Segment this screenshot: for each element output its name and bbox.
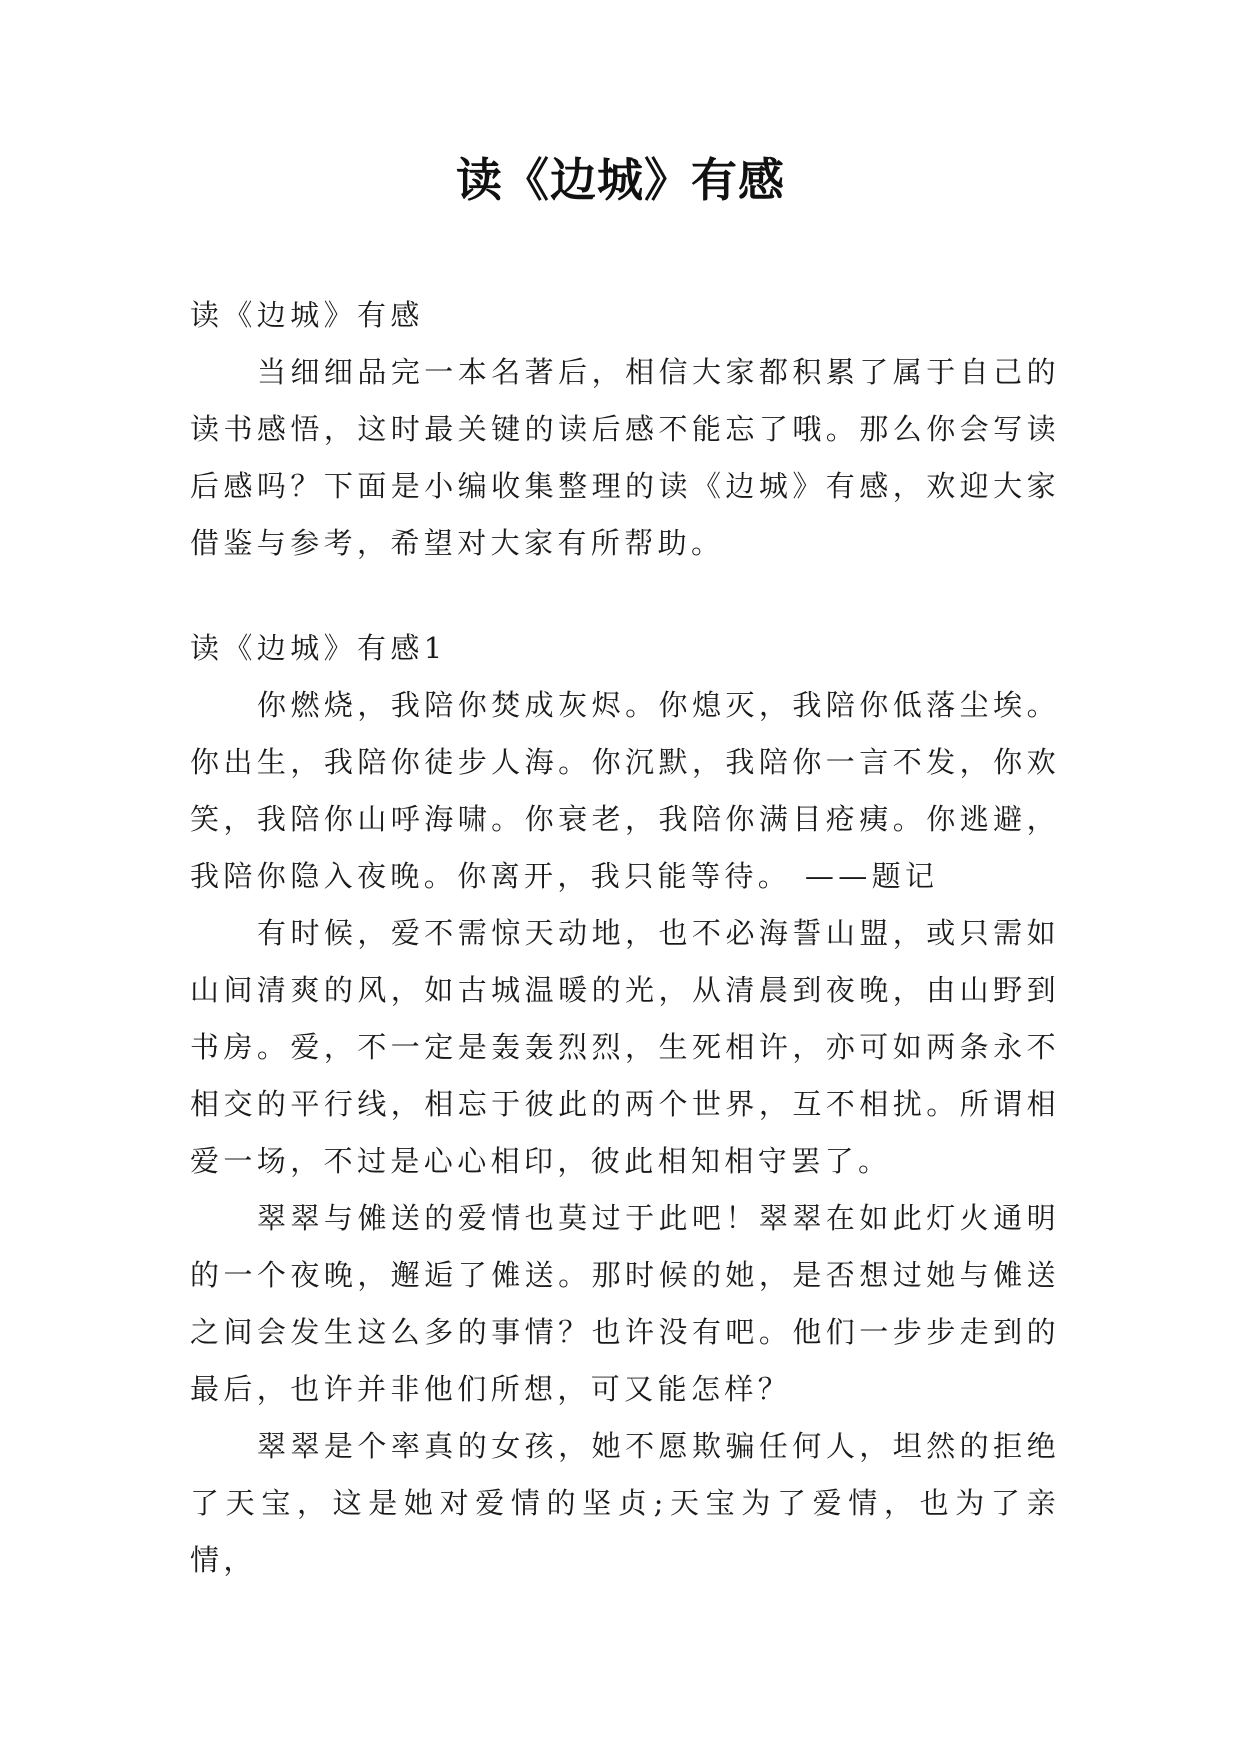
section1-paragraph-epigraph: 你燃烧，我陪你焚成灰烬。你熄灭，我陪你低落尘埃。你出生，我陪你徒步人海。你沉默，我陪你一言不发，你欢笑，我陪你山呼海啸。你衰老，我陪你满目疮痍。你逃避，我陪你隐入夜晚。你离开，我只能等待。 ——题记 (190, 688, 1060, 893)
document-title: 读《边城》有感 (456, 153, 785, 207)
intro-paragraph: 当细细品完一本名著后，相信大家都积累了属于自己的读书感悟，这时最关键的读后感不能忘了哦。那么你会写读后感吗？下面是小编收集整理的读《边城》有感，欢迎大家借鉴与参考，希望对大家有所帮助。 (190, 355, 1060, 560)
section1-paragraph: 翠翠是个率真的女孩，她不愿欺骗任何人，坦然的拒绝了天宝，这是她对爱情的坚贞;天宝为了爱情，也为了亲情， (190, 1429, 1060, 1577)
intro-heading: 读《边城》有感 (190, 298, 424, 332)
section-spacer (190, 572, 1060, 620)
section1-paragraph: 有时候，爱不需惊天动地，也不必海誓山盟，或只需如山间清爽的风，如古城温暖的光，从清晨到夜晚，由山野到书房。爱，不一定是轰轰烈烈，生死相许，亦可如两条永不相交的平行线，相忘于彼此的两个世界，互不相扰。所谓相爱一场，不过是心心相印，彼此相知相守罢了。 (190, 916, 1060, 1178)
document-body (190, 287, 1060, 1589)
section1-heading: 读《边城》有感1 (190, 631, 447, 665)
section1-paragraph: 翠翠与傩送的爱情也莫过于此吧！翠翠在如此灯火通明的一个夜晚，邂逅了傩送。那时候的她，是否想过她与傩送之间会发生这么多的事情？也许没有吧。他们一步步走到的最后，也许并非他们所想，可又能怎样？ (190, 1201, 1060, 1406)
